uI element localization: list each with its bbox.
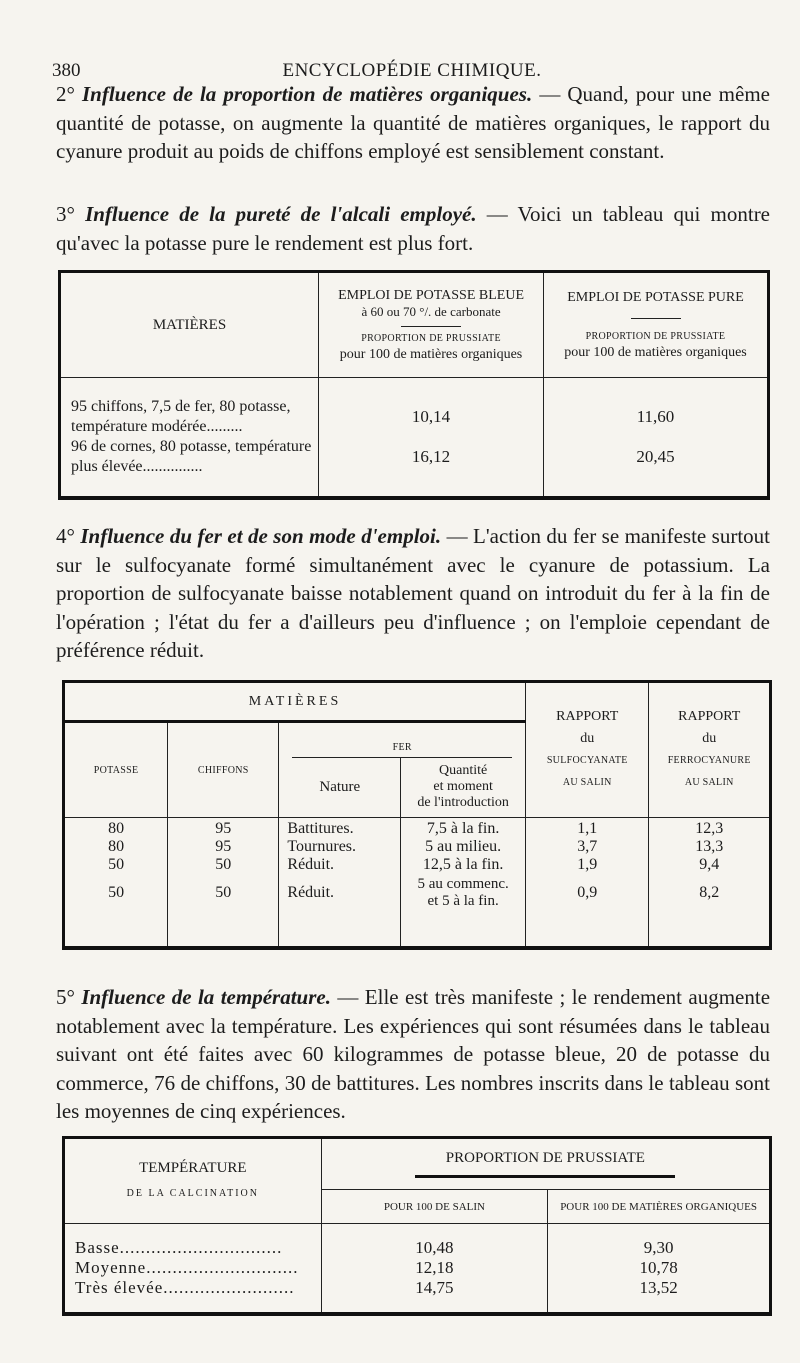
header-matieres: MATIÈRES: [152, 317, 227, 333]
table3-temp-col: [64, 1224, 322, 1315]
cell-potasse: 80: [64, 818, 168, 838]
header-sulfocyanate: [526, 682, 649, 818]
table-row: [64, 838, 771, 856]
cell-sulfo: 0,9: [526, 874, 649, 949]
table1-row-1-matiere: 95 chiffons, 7,5 de fer, 80 potasse, température modérée.........: [71, 397, 291, 435]
table1-row-2-bleue: 16,12: [411, 446, 451, 466]
header-sulfo-4: AU SALIN: [562, 777, 612, 788]
header-potasse: POTASSE: [93, 764, 139, 776]
table3-salin-col: [321, 1224, 548, 1315]
section-5-paragraph: [56, 983, 770, 1126]
cell-potasse: 50: [108, 855, 125, 873]
header-quantite-2: et moment: [433, 779, 493, 795]
table1-bleue-col: [319, 378, 544, 498]
section-5-number: 5°: [56, 985, 75, 1009]
cell-sulfo: 1,9: [526, 856, 649, 874]
header-temperature: [64, 1138, 322, 1224]
cell-temp: Moyenne.............................: [75, 1258, 299, 1277]
header-ferrocyanure: [649, 682, 771, 818]
header-potasse-bleue: [319, 272, 544, 378]
header-sulfo-3: SULFOCYANATE: [546, 755, 628, 766]
header-nature: Nature: [279, 758, 401, 818]
header-ferro-3: FERROCYANURE: [667, 755, 751, 766]
section-3-title: Influence de la pureté de l'alcali employé.: [85, 202, 477, 226]
section-4-number: 4°: [56, 524, 75, 548]
cell-nature: Tournures.: [279, 838, 401, 856]
section-4-title: Influence du fer et de son mode d'emploi.: [80, 524, 442, 548]
section-3-text: — Voici un tableau qui montre qu'avec la potasse pure le rendement est plus fort.: [56, 202, 771, 255]
cell-sulfo: 3,7: [526, 838, 649, 856]
table1-pure-col: [544, 378, 769, 498]
cell-org: 13,52: [639, 1278, 678, 1297]
cell-potasse: 80: [108, 837, 125, 855]
header-pour-matieres: POUR 100 DE MATIÈRES ORGANIQUES: [548, 1190, 771, 1224]
header-potasse-pure: [544, 272, 769, 378]
running-title: ENCYCLOPÉDIE CHIMIQUE.: [282, 60, 542, 81]
cell-chiffons: 50: [168, 856, 279, 874]
table-row: [64, 818, 771, 838]
cell-quantite: 7,5 à la fin.: [401, 818, 526, 838]
header-potasse-bleue-prop: PROPORTION DE PRUSSIATE: [361, 332, 501, 344]
header-pour-salin: POUR 100 DE SALIN: [321, 1190, 548, 1224]
cell-org: 10,78: [639, 1258, 678, 1277]
header-rule: [631, 318, 681, 319]
cell-chiffons: 50: [168, 874, 279, 949]
header-temperature-1: TEMPÉRATURE: [139, 1160, 247, 1176]
header-ferro-4: AU SALIN: [684, 777, 734, 788]
section-2-title: Influence de la proportion de matières organiques.: [81, 82, 533, 106]
header-potasse-pure-prop2: pour 100 de matières organiques: [564, 344, 747, 360]
table1-row-1-pure: 11,60: [636, 406, 675, 426]
cell-quantite: 12,5 à la fin.: [401, 856, 526, 874]
header-temperature-2: DE LA CALCINATION: [126, 1188, 259, 1199]
header-ferro-1: RAPPORT: [678, 709, 741, 724]
header-proportion: [321, 1138, 770, 1190]
cell-ferro: 12,3: [649, 818, 771, 838]
section-5-text: — Elle est très manifeste ; le rendement augmente notablement avec la température. Les expériences qui sont résumées dans le tableau suivant ont été faites avec 60 kilogrammes de potasse bleue, 20 de potasse du commerce, 76 de chiffons, 30 de battitures. Les nombres inscrits dans le tableau sont les moyennes de cinq expériences.: [56, 985, 771, 1123]
header-fer: [279, 722, 526, 758]
header-proportion-rule: [415, 1175, 675, 1178]
header-rule: [401, 326, 461, 327]
table1-row-1-bleue: 10,14: [411, 406, 451, 426]
cell-ferro: 9,4: [649, 856, 771, 874]
cell-nature: Battitures.: [279, 818, 401, 838]
table1-row-2-matiere: 96 de cornes, 80 potasse, température plus élevée...............: [71, 437, 312, 475]
section-2-text: — Quand, pour une même quantité de potasse, on augmente la quantité de matières organiques, le rapport du cyanure produit au poids de chiffons employé est sensiblement constant.: [56, 82, 770, 163]
cell-temp: Très élevée.........................: [75, 1278, 295, 1297]
page-number: 380: [52, 60, 81, 81]
section-2-number: 2°: [56, 82, 75, 106]
header-potasse-bleue-prop2: pour 100 de matières organiques: [339, 346, 523, 362]
header-proportion-label: PROPORTION DE PRUSSIATE: [445, 1150, 645, 1166]
header-potasse-bleue-title: EMPLOI DE POTASSE BLEUE: [338, 287, 524, 303]
temperature-table: [62, 1136, 772, 1316]
table1-row-2-pure: 20,45: [636, 446, 675, 466]
cell-chiffons: 95: [168, 818, 279, 838]
table-row: [64, 874, 771, 949]
cell-quantite: 5 au milieu.: [401, 838, 526, 856]
table3-body: [64, 1224, 771, 1315]
section-3-paragraph: [56, 200, 770, 257]
header-sulfo-1: RAPPORT: [556, 709, 619, 724]
cell-nature: Réduit.: [279, 856, 401, 874]
table1-matieres-col: [60, 378, 319, 498]
header-chiffons: CHIFFONS: [168, 722, 279, 818]
cell-potasse: 50: [108, 883, 125, 901]
cell-ferro: 13,3: [649, 838, 771, 856]
cell-ferro: 8,2: [649, 874, 771, 949]
cell-salin: 10,48: [415, 1238, 454, 1257]
section-4-text: — L'action du fer se manifeste surtout sur le sulfocyanate formé simultanément avec le cyanure de potassium. La proportion de sulfocyanate baisse notablement quand on introduit du fer à la fin de l'opération ; l'état du fer a d'ailleurs peu d'influence ; on l'emploie cependant de préférence réduit.: [56, 524, 771, 662]
cell-quantite-b: et 5 à la fin.: [427, 892, 499, 909]
header-potasse-pure-title: EMPLOI DE POTASSE PURE: [567, 289, 744, 305]
header-potasse-bleue-sub: à 60 ou 70 °/. de carbonate: [361, 303, 501, 319]
cell-nature: Réduit.: [279, 874, 401, 949]
header-quantite: [401, 758, 526, 818]
cell-temp: Basse...............................: [75, 1238, 283, 1257]
section-5-title: Influence de la température.: [81, 985, 331, 1009]
cell-sulfo: 1,1: [526, 818, 649, 838]
iron-usage-table: [62, 680, 772, 950]
cell-chiffons: 95: [168, 838, 279, 856]
header-quantite-1: Quantité: [439, 763, 488, 779]
section-4-paragraph: [56, 522, 770, 665]
header-potasse-pure-prop: PROPORTION DE PRUSSIATE: [585, 330, 726, 342]
cell-salin: 14,75: [415, 1278, 454, 1297]
header-sulfo-2: du: [580, 731, 595, 746]
header-fer-label: FER: [392, 741, 412, 753]
cell-quantite-a: 5 au commenc.: [417, 875, 509, 892]
table3-org-col: [548, 1224, 771, 1315]
cell-salin: 12,18: [415, 1258, 454, 1277]
potash-purity-table: [58, 270, 770, 500]
cell-org: 9,30: [643, 1238, 674, 1257]
header-quantite-3: de l'introduction: [417, 795, 509, 811]
section-2-paragraph: [56, 80, 770, 166]
cell-quantite: [401, 874, 526, 949]
table-row: [64, 856, 771, 874]
header-ferro-2: du: [702, 731, 717, 746]
header-matieres: MATIÈRES: [64, 682, 526, 722]
section-3-number: 3°: [56, 202, 75, 226]
